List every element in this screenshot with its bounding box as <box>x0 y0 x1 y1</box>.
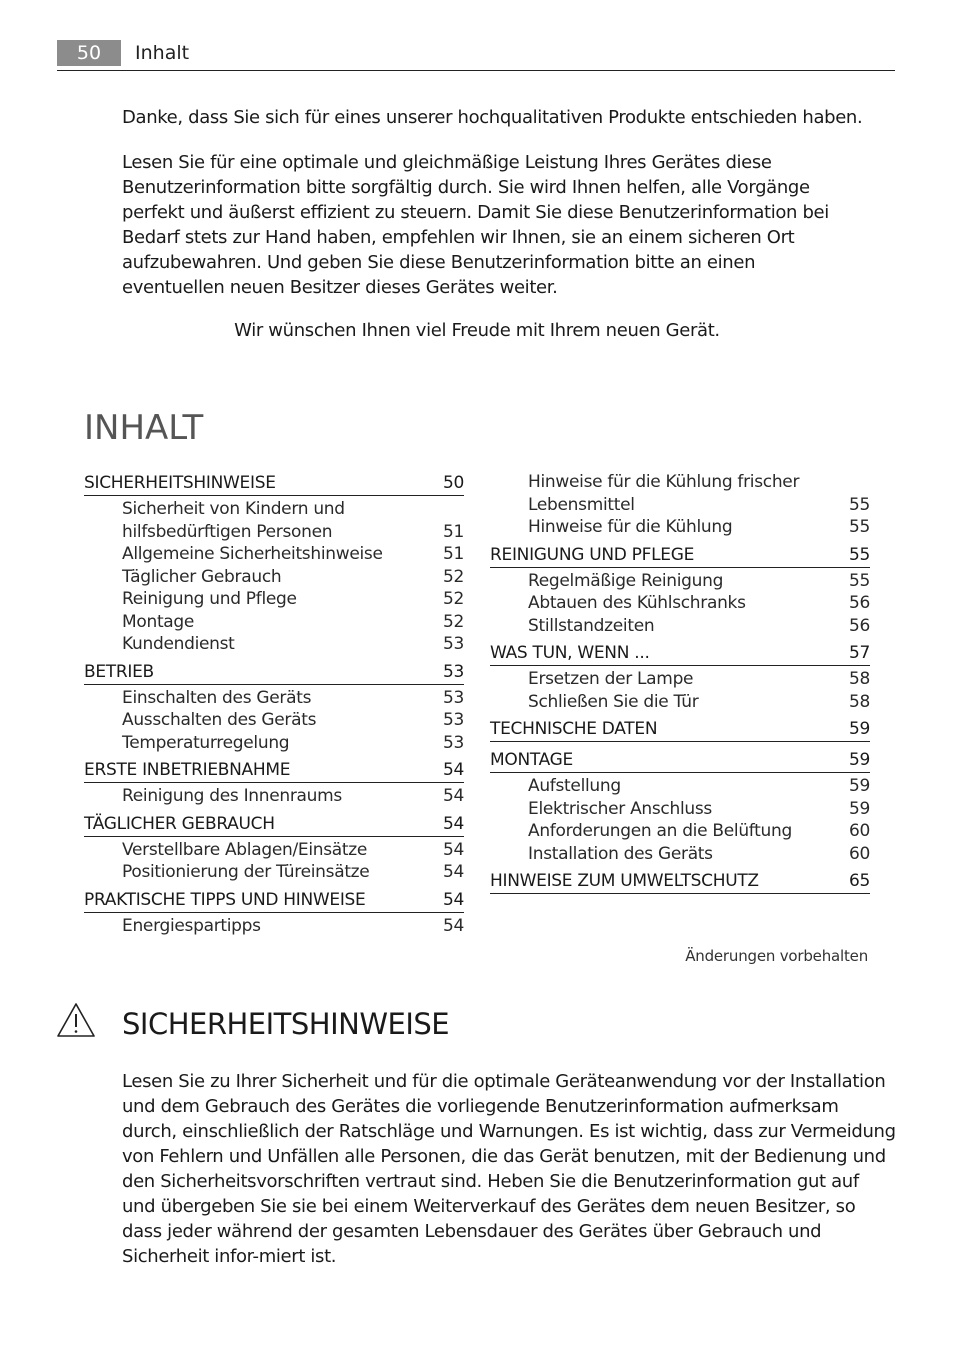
toc-entry[interactable] <box>490 820 870 843</box>
toc-section-label: PRAKTISCHE TIPPS UND HINWEISE <box>84 889 366 910</box>
safety-text: Lesen Sie zu Ihrer Sicherheit und für die optimale Geräteanwendung vor der Installation und dem Gebrauch des Gerätes die vorliegende Benutzerinformation aufmerksam durch, einschließlich der Ratschläge und Warnungen. Es ist wichtig, dass zur Vermeidung von Fehlern und Unfällen alle Personen, die das Gerät benutzen, mit der Bedienung und den Sicherheitsvorschriften vertraut sind. Heben Sie die Benutzerinformation gut auf und übergeben Sie sie bei einem Weiterverkauf des Gerätes dem neuen Besitzer, so dass jeder während der gesamten Lebensdauer des Gerätes über Gebrauch und Sicherheit infor-miert ist. <box>122 1071 896 1267</box>
toc-right-column <box>490 471 870 900</box>
page-number: 50 <box>57 40 121 66</box>
toc-section-label: HINWEISE ZUM UMWELTSCHUTZ <box>490 871 759 891</box>
toc-section-heading[interactable] <box>490 543 870 568</box>
toc-section-label: REINIGUNG UND PFLEGE <box>490 544 695 565</box>
toc-section-page: 65 <box>848 871 870 891</box>
toc-entry-page: 56 <box>848 593 870 613</box>
toc-entry-label: Installation des Geräts <box>528 843 713 864</box>
toc-left-column <box>84 471 464 941</box>
toc-entry-page: 60 <box>848 821 870 841</box>
toc-entry[interactable] <box>84 566 464 589</box>
toc-section-label: TECHNISCHE DATEN <box>490 719 658 739</box>
toc-entry-page: 51 <box>442 521 464 542</box>
toc-section <box>84 660 464 755</box>
toc-entry-page: 60 <box>848 843 870 864</box>
toc-entry-page: 58 <box>848 669 870 689</box>
toc-section-label: WAS TUN, WENN ... <box>490 643 650 663</box>
toc-entry[interactable] <box>490 592 870 615</box>
intro-thanks: Danke, dass Sie sich für eines unserer hochqualitativen Produkte entschieden haben. <box>122 107 863 128</box>
toc-entry-label: Positionierung der Türeinsätze <box>122 862 370 882</box>
toc-section-heading[interactable] <box>490 748 870 773</box>
toc-entry-page: 52 <box>442 611 464 632</box>
toc-entry-label: Hinweise für die Kühlung frischer Lebensmittel <box>528 472 800 515</box>
toc-entry-page: 53 <box>442 732 464 753</box>
toc-section-label: BETRIEB <box>84 661 154 682</box>
toc-entry-label: Reinigung des Innenraums <box>122 786 342 806</box>
toc-section-page: 54 <box>442 760 464 780</box>
toc-entry[interactable] <box>84 498 464 543</box>
toc-entry-page: 53 <box>442 687 464 708</box>
toc-entry[interactable] <box>490 775 870 798</box>
toc-section-page: 54 <box>442 889 464 910</box>
toc-section-heading[interactable] <box>84 471 464 496</box>
toc-section-page: 53 <box>442 661 464 682</box>
toc-section <box>84 471 464 656</box>
toc-continued-entries <box>490 471 870 539</box>
toc-entry[interactable] <box>490 615 870 638</box>
toc-entry-page: 55 <box>848 517 870 537</box>
toc-entry-page: 53 <box>442 634 464 654</box>
toc-section <box>490 641 870 713</box>
toc-entry-page: 59 <box>848 776 870 796</box>
toc-section-heading[interactable] <box>490 869 870 894</box>
toc-entry-label: Abtauen des Kühlschranks <box>528 593 746 613</box>
toc-entry-page: 54 <box>442 786 464 806</box>
toc-entry-label: Montage <box>122 611 195 632</box>
toc-entry-label: Ausschalten des Geräts <box>122 710 317 730</box>
toc-entry-label: Temperaturregelung <box>122 732 290 753</box>
toc-entry-page: 55 <box>848 570 870 591</box>
toc-entry[interactable] <box>84 687 464 710</box>
toc-section-page: 55 <box>848 544 870 565</box>
toc-entry-page: 55 <box>848 494 870 515</box>
safety-title: SICHERHEITSHINWEISE <box>122 1007 450 1041</box>
toc-entry-page: 52 <box>442 589 464 609</box>
toc-section-heading[interactable] <box>84 888 464 913</box>
toc-entry[interactable] <box>84 861 464 884</box>
toc-entry-label: Hinweise für die Kühlung <box>528 517 733 537</box>
toc-section-heading[interactable] <box>84 660 464 685</box>
toc-entry[interactable] <box>84 633 464 656</box>
toc-entry-label: Regelmäßige Reinigung <box>528 570 724 591</box>
toc-section <box>84 812 464 884</box>
toc-section <box>84 758 464 808</box>
toc-entry-label: Reinigung und Pflege <box>122 589 297 609</box>
toc-entry[interactable] <box>490 471 870 516</box>
toc-section-page: 59 <box>848 750 870 770</box>
toc-entry[interactable] <box>84 543 464 566</box>
warning-triangle-icon <box>56 1002 96 1038</box>
toc-entry[interactable] <box>490 668 870 691</box>
toc-section-heading[interactable] <box>490 641 870 666</box>
toc-entry-label: Schließen Sie die Tür <box>528 691 699 712</box>
toc-entry-label: Allgemeine Sicherheitshinweise <box>122 544 383 564</box>
toc-section-heading[interactable] <box>84 812 464 837</box>
toc-section-heading[interactable] <box>84 758 464 783</box>
toc-entry-page: 54 <box>442 839 464 860</box>
toc-section <box>490 543 870 638</box>
toc-section-page: 50 <box>442 473 464 493</box>
toc-entry-page: 53 <box>442 710 464 730</box>
toc-entry[interactable] <box>84 709 464 732</box>
toc-entry-label: Elektrischer Anschluss <box>528 798 712 819</box>
toc-section-page: 57 <box>848 643 870 663</box>
toc-entry[interactable] <box>84 915 464 938</box>
toc-section <box>490 869 870 896</box>
toc-entry-label: Stillstandzeiten <box>528 615 655 636</box>
toc-entry-label: Einschalten des Geräts <box>122 687 312 708</box>
toc-entry-page: 58 <box>848 691 870 712</box>
toc-entry-page: 51 <box>442 544 464 564</box>
toc-section-label: SICHERHEITSHINWEISE <box>84 473 276 493</box>
toc-entry-page: 54 <box>442 862 464 882</box>
toc-entry[interactable] <box>84 732 464 755</box>
toc-entry[interactable] <box>84 839 464 862</box>
intro-paragraph: Lesen Sie für eine optimale und gleichmäßige Leistung Ihres Gerätes diese Benutzerinformation bitte sorgfältig durch. Sie wird Ihnen helfen, alle Vorgänge perfekt und äußerst effizient zu steuern. Damit Sie diese Benutzerinformation bei Bedarf stets zur Hand haben, empfehlen wir Ihnen, sie an einem sicheren Ort aufzubewahren. Und geben Sie diese Benutzerinformation bitte an einen eventuellen neuen Besitzer dieses Gerätes weiter. <box>122 152 829 298</box>
toc-entry[interactable] <box>84 588 464 611</box>
toc-entry-page: 54 <box>442 915 464 936</box>
toc-entry-label: Kundendienst <box>122 634 235 654</box>
toc-entry[interactable] <box>490 691 870 714</box>
footnote: Änderungen vorbehalten <box>685 947 868 965</box>
toc-entry-label: Energiespartipps <box>122 915 261 936</box>
toc-title: INHALT <box>84 408 204 448</box>
header-title: Inhalt <box>135 42 190 64</box>
toc-entry-label: Aufstellung <box>528 776 621 796</box>
toc-section-page: 59 <box>848 719 870 739</box>
toc-section-label: ERSTE INBETRIEBNAHME <box>84 760 291 780</box>
toc-section-page: 54 <box>442 813 464 834</box>
intro-wish: Wir wünschen Ihnen viel Freude mit Ihrem neuen Gerät. <box>234 320 720 341</box>
toc-entry-label: Ersetzen der Lampe <box>528 669 694 689</box>
toc-section-label: TÄGLICHER GEBRAUCH <box>84 813 275 834</box>
toc-section <box>84 888 464 938</box>
toc-entry[interactable] <box>84 785 464 808</box>
toc-section-heading[interactable] <box>490 717 870 742</box>
toc-entry[interactable] <box>490 570 870 593</box>
toc-entry-label: Verstellbare Ablagen/Einsätze <box>122 839 368 860</box>
toc-entry-label: Anforderungen an die Belüftung <box>528 821 792 841</box>
toc-entry[interactable] <box>490 516 870 539</box>
toc-section <box>490 717 870 744</box>
toc-entry[interactable] <box>490 798 870 821</box>
toc-section <box>490 748 870 865</box>
toc-entry-label: Täglicher Gebrauch <box>122 566 282 587</box>
toc-entry[interactable] <box>84 611 464 634</box>
toc-section-label: MONTAGE <box>490 750 573 770</box>
toc-entry-page: 59 <box>848 798 870 819</box>
toc-entry-label: Sicherheit von Kindern und hilfsbedürftigen Personen <box>122 499 345 542</box>
toc-entry-page: 56 <box>848 615 870 636</box>
page-header <box>57 40 895 71</box>
toc-entry[interactable] <box>490 843 870 866</box>
toc-entry-page: 52 <box>442 566 464 587</box>
